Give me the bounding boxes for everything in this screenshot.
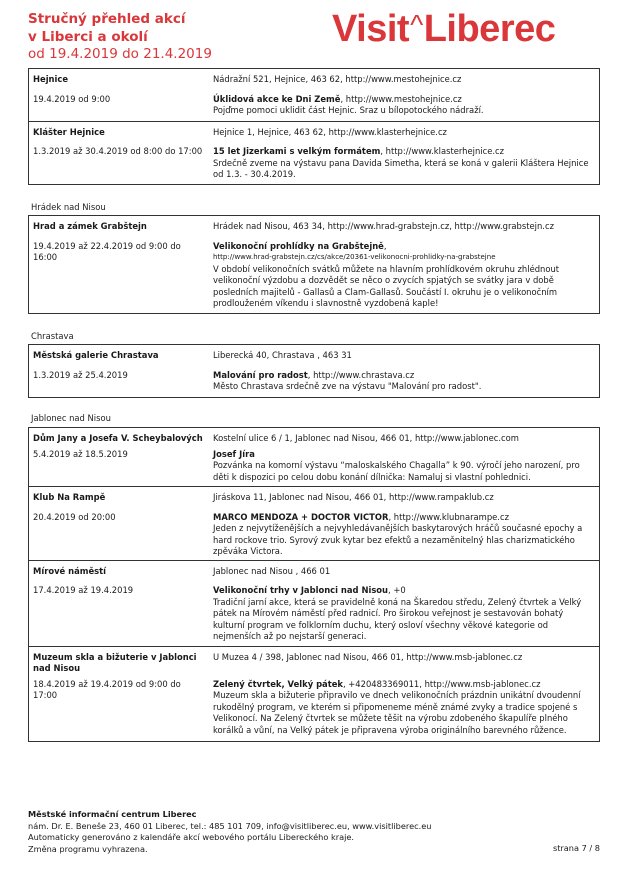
event-date: 17.4.2019 až 19.4.2019 [33, 585, 134, 595]
venue-name: Hejnice [33, 74, 69, 84]
event-date: 18.4.2019 až 19.4.2019 od 9:00 do 17:00 [33, 678, 181, 700]
venue-address: Nádražní 521, Hejnice, 463 62, http://www.mestohejnice.cz [213, 74, 462, 84]
event-title: Úklidová akce ke Dni Země [213, 93, 341, 104]
venue-name: Hrad a zámek Grabštejn [33, 221, 147, 231]
event-url: , +420483369011, http://www.msb-jablonec.cz [342, 678, 541, 689]
footer-org-name: Městské informační centrum Liberec [28, 809, 197, 819]
logo-caret-icon: ^ [410, 9, 423, 40]
event-url: , [383, 240, 387, 251]
venue-address: Jablonec nad Nisou , 466 01 [213, 565, 331, 576]
event-date: 19.4.2019 od 9:00 [33, 93, 111, 104]
title-line-2: v Liberci a okolí [28, 28, 148, 45]
section-label-hradek: Hrádek nad Nisou [31, 202, 106, 212]
event-row [29, 233, 599, 313]
event-description: Město Chrastava srdečně zve na výstavu "Malování pro radost". [213, 381, 482, 391]
events-table-chrastava [28, 344, 600, 398]
event-title: MARCO MENDOZA + DOCTOR VICTOR [213, 511, 389, 522]
page-footer [28, 809, 600, 855]
venue-address: Liberecká 40, Chrastava , 463 31 [213, 350, 352, 360]
events-table-hradek [28, 215, 600, 314]
venue-address: Jiráskova 11, Jablonec nad Nisou, 466 01, http://www.rampaklub.cz [213, 492, 494, 502]
event-url: , +0 [388, 585, 406, 595]
venue-block [29, 122, 599, 139]
event-url: , http://www.klubnarampe.cz [388, 511, 509, 522]
venue-name: Městská galerie Chrastava [33, 350, 159, 360]
event-title: Zelený čtvrtek, Velký pátek [213, 678, 343, 689]
logo-text-visit: Visit [332, 8, 410, 50]
page-title [28, 11, 212, 64]
venue-block [29, 487, 599, 504]
event-row [29, 675, 599, 742]
venue-block [29, 69, 599, 86]
footer-generated-note: Automaticky generováno z kalendáře akcí webového portálu Libereckého kraje. [28, 832, 355, 842]
event-description: Jeden z nejvytíženějších a nejvyhledávanějších baskytarových hráčů současné epochy a hard rockove trio. Syrový zvuk kytar bez efektů a nezaměnitelný hlas charizmatického zpěváka Victora. [213, 523, 583, 556]
venue-block [29, 216, 599, 233]
logo-text-liberec: Liberec [423, 8, 556, 50]
event-title: 15 let Jizerkami s velkým formátem [213, 146, 381, 156]
events-table-jablonec [28, 427, 600, 742]
event-row [29, 138, 599, 184]
event-title: Velikonoční prohlídky na Grabštejně [213, 240, 384, 251]
venue-address: U Muzea 4 / 398, Jablonec nad Nisou, 466 01, http://www.msb-jablonec.cz [213, 651, 523, 662]
venue-block [29, 561, 599, 578]
event-title: Velikonoční trhy v Jablonci nad Nisou [213, 585, 389, 595]
venue-name: Mírové náměstí [33, 565, 107, 576]
event-date: 19.4.2019 až 22.4.2019 od 9:00 do 16:00 [33, 240, 181, 262]
event-title: Malování pro radost [213, 369, 308, 380]
venue-block [29, 345, 599, 362]
venue-name: Dům Jany a Josefa V. Scheybalových [33, 433, 203, 443]
date-range: od 19.4.2019 do 21.4.2019 [28, 46, 212, 62]
event-date: 20.4.2019 od 20:00 [33, 511, 116, 522]
venue-address: Hejnice 1, Hejnice, 463 62, http://www.klasterhejnice.cz [213, 126, 447, 137]
venue-block [29, 647, 599, 675]
event-url: , http://www.mestohejnice.cz [340, 93, 462, 104]
title-line-1: Stručný přehled akcí [28, 11, 186, 27]
venue-address: Kostelní ulice 6 / 1, Jablonec nad Nisou, 466 01, http://www.jablonec.com [213, 433, 519, 443]
event-row [29, 504, 599, 560]
footer-change-note: Změna programu vyhrazena. [28, 843, 148, 854]
venue-name: Klášter Hejnice [33, 126, 105, 137]
page-number: strana 7 / 8 [552, 843, 600, 853]
footer-address: nám. Dr. E. Beneše 23, 460 01 Liberec, tel.: 485 101 709, info@visitliberec.eu, www.visitliberec.eu [28, 820, 432, 831]
venue-address: Hrádek nad Nisou, 463 34, http://www.hrad-grabstejn.cz, http://www.grabstejn.cz [213, 221, 554, 231]
section-label-jablonec: Jablonec nad Nisou [31, 413, 111, 423]
event-title: Josef Jíra [213, 448, 255, 459]
event-row [29, 86, 599, 121]
event-url: , http://www.klasterhejnice.cz [380, 146, 505, 156]
event-description: Tradiční jarní akce, která se pravidelně koná na Škaredou středu, Zelený čtvrtek a Velký pátek na Mírovém náměstí před radnicí. Pro širokou veřejnost je sestavován bohatý kulturní program ve folklorním duchu, který osloví všechny věkové kategorie od nejmenších až po nejstarší generaci. [213, 596, 582, 641]
event-description: Srdečně zveme na výstavu pana Davida Simetha, která se koná v galerii Kláštera Hejnice od 1.3. - 30.4.2019. [213, 157, 589, 179]
event-description: Pozvánka na komorní výstavu “maloskalského Chagalla” k 90. výročí jeho narození, pro děti k dispozici po celou dobu konání dílnička: Namaluj si vlastní pohlednici. [213, 460, 580, 482]
events-table-hejnice [28, 68, 600, 185]
venue-name: Klub Na Rampě [33, 492, 106, 502]
event-description: Pojďme pomoci uklidit část Hejnic. Sraz u bílopotockého nádraží. [213, 105, 484, 115]
visitliberec-logo [332, 7, 555, 51]
event-row [29, 362, 599, 397]
venue-block [29, 428, 599, 445]
event-description: Muzeum skla a bižuterie připravilo ve dnech velikonočních prázdnin unikátní dvoudenní rukodělný program, ve kterém si připomeneme méně známé zvyky a tradice spojené s Velikonocí. Na Zelený čtvrtek se můžete těšit na výrobu zdobeného škapulíře plného korálků a vůní, na Velký pátek je připravena výroba originálního barevného růžence. [213, 690, 581, 735]
event-description: V období velikonočních svátků můžete na hlavním prohlídkovém okruhu zhlédnout velikonoční výzdobu a dozvědět se něco o zvycích spjatých se svátky jara v době posledních majitelů - Gallasů a Clam-Gallasů. Součástí I. okruhu je o velikonočním prodlouženém víkendu i slavnostně vyzdobená kaple! [213, 263, 560, 308]
event-url-long: http://www.hrad-grabstejn.cz/cs/akce/20361-velikonocni-prohlidky-na-grabstejne [213, 253, 496, 261]
event-url: , http://www.chrastava.cz [307, 369, 415, 380]
section-label-chrastava: Chrastava [31, 331, 74, 341]
event-date: 1.3.2019 až 25.4.2019 [33, 369, 128, 380]
venue-name: Muzeum skla a bižuterie v Jablonci nad Nisou [33, 651, 197, 673]
event-row [29, 445, 599, 487]
event-row [29, 577, 599, 646]
event-date: 1.3.2019 až 30.4.2019 od 8:00 do 17:00 [33, 146, 203, 156]
event-date: 5.4.2019 až 18.5.2019 [33, 448, 128, 459]
